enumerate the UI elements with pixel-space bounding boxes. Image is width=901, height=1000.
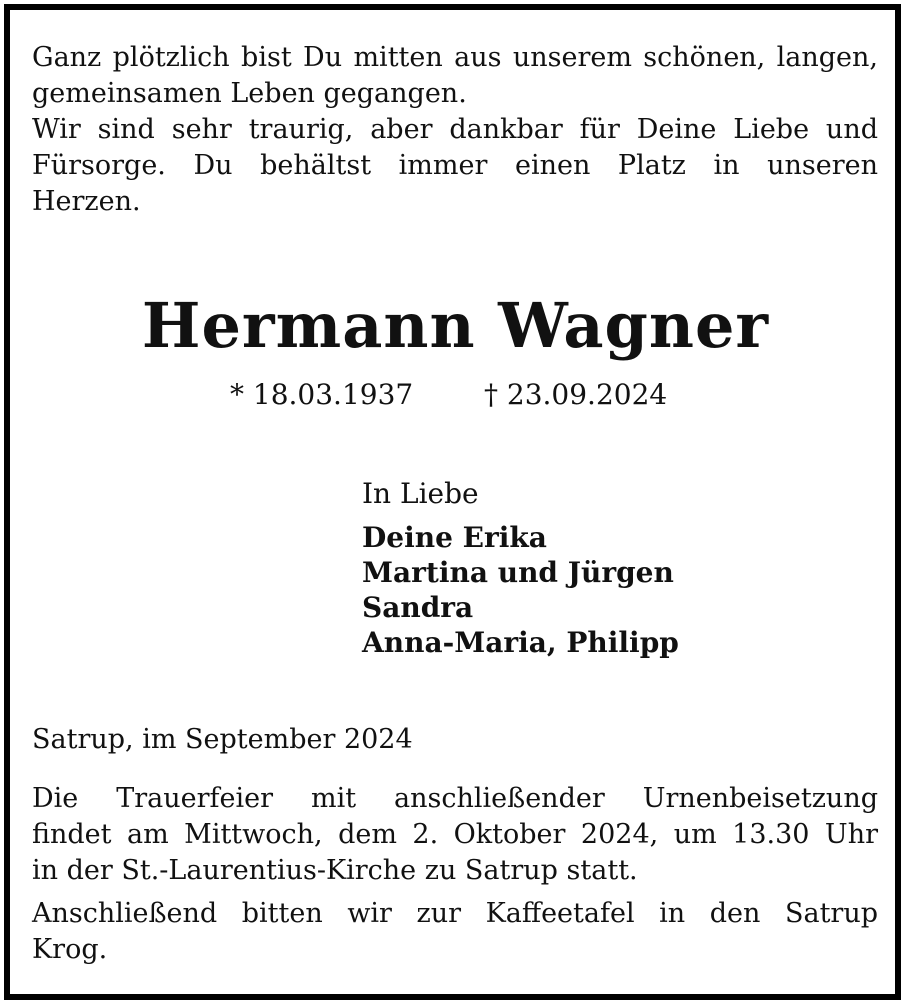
mourner-name: Sandra <box>362 591 474 624</box>
intro-line: Wir sind sehr traurig, aber dankbar für Deine Liebe und <box>32 114 878 145</box>
mourner-name: Martina und Jürgen <box>362 556 674 589</box>
reception-line: Krog. <box>32 934 108 965</box>
reception-info <box>32 896 878 968</box>
obituary-frame <box>4 4 901 1000</box>
intro-line: Herzen. <box>32 186 141 217</box>
service-line: findet am Mittwoch, dem 2. Oktober 2024, um 13.30 Uhr <box>32 819 878 850</box>
intro-text <box>32 40 878 220</box>
intro-line: gemeinsamen Leben gegangen. <box>32 78 467 109</box>
service-line: in der St.-Laurentius-Kirche zu Satrup statt. <box>32 855 638 886</box>
deceased-name: Hermann Wagner <box>141 289 770 362</box>
death-date: † 23.09.2024 <box>484 378 668 411</box>
reception-line: Anschließend bitten wir zur Kaffeetafel in den Satrup <box>32 898 878 929</box>
mourners-heading: In Liebe <box>362 477 479 510</box>
mourner-name: Deine Erika <box>362 521 547 554</box>
intro-line: Fürsorge. Du behältst immer einen Platz in unseren <box>32 150 878 181</box>
service-info <box>32 781 878 889</box>
mourner-name: Anna-Maria, Philipp <box>362 626 679 659</box>
mourners-list <box>362 520 679 660</box>
service-line: Die Trauerfeier mit anschließender Urnenbeisetzung <box>32 783 878 814</box>
place-date: Satrup, im September 2024 <box>32 724 413 755</box>
birth-date: * 18.03.1937 <box>230 378 414 411</box>
intro-line: Ganz plötzlich bist Du mitten aus unserem schönen, langen, <box>32 42 878 73</box>
